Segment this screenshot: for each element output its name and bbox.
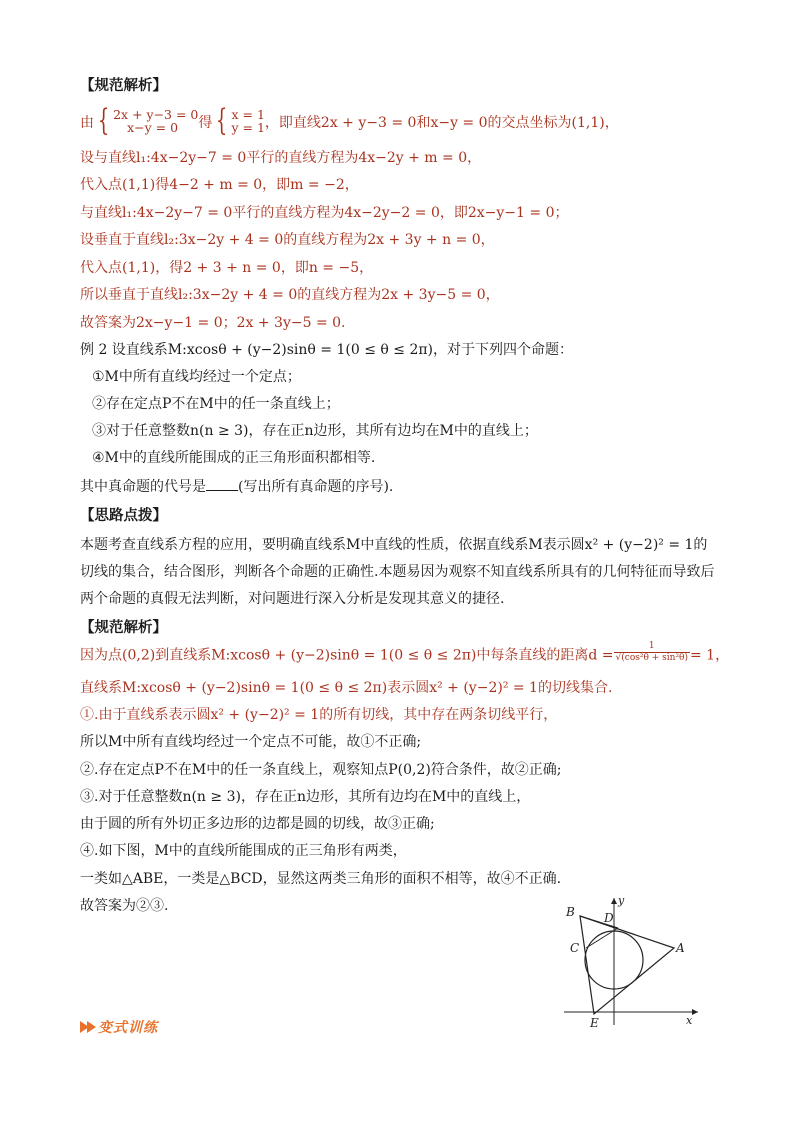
analysis-line-10: 故答案为②③. bbox=[80, 898, 169, 914]
proposition-4: ④M中的直线所能围成的正三角形面积都相等. bbox=[92, 450, 376, 466]
system-row: x = 1 bbox=[231, 107, 265, 122]
line-suffix: ，即直线2x + y−3 = 0和x−y = 0的交点坐标为(1,1)， bbox=[264, 115, 619, 131]
analysis-line-8: ④.如下图，M中的直线所能围成的正三角形有两类， bbox=[80, 843, 407, 859]
label-a: A bbox=[676, 941, 685, 955]
fraction-numerator: 1 bbox=[614, 641, 690, 653]
analysis-line-1 bbox=[80, 641, 730, 667]
system-row: 2x + y−3 = 0 bbox=[113, 107, 199, 122]
question-text: 其中真命题的代号是 bbox=[80, 479, 206, 495]
analysis-line-5: ②.存在定点P不在M中的任一条直线上，观察知点P(0,2)符合条件，故②正确; bbox=[80, 762, 562, 778]
x-axis-arrow bbox=[692, 1009, 698, 1015]
section-heading-analysis-2: 【规范解析】 bbox=[80, 619, 167, 636]
double-arrow-icon bbox=[80, 1021, 94, 1033]
example-question bbox=[80, 476, 393, 497]
equation-system-2: { x = 1 y = 1 bbox=[216, 103, 265, 138]
proposition-2: ②存在定点P不在M中的任一条直线上； bbox=[92, 396, 340, 412]
label-y: y bbox=[618, 894, 625, 907]
solution-line-8: 故答案为2x−y−1 = 0；2x + 3y−5 = 0. bbox=[80, 315, 346, 331]
label-b: B bbox=[566, 905, 575, 919]
analysis-line-3: ①.由于直线系表示圆x² + (y−2)² = 1的所有切线，其中存在两条切线平行， bbox=[80, 707, 558, 723]
proposition-1: ①M中所有直线均经过一个定点； bbox=[92, 369, 301, 385]
analysis-line-9: 一类如△ABE，一类是△BCD，显然这两类三角形的面积不相等，故④不正确. bbox=[80, 871, 562, 887]
tangent-line-cd bbox=[586, 928, 618, 948]
solution-line-1 bbox=[80, 103, 619, 138]
hint-paragraph: 本题考查直线系方程的应用，要明确直线系M中直线的性质，依据直线系M表示圆x² + (y−2)² = 1的切线的集合，结合图形，判断各个命题的正确性.本题易因为观察不知直线系所具有的几何特征而导致后两个命题的真假无法判断，对问题进行深入分析是发现其意义的捷径. bbox=[80, 537, 715, 607]
analysis-line-7: 由于圆的所有外切正多边形的边都是圆的切线，故③正确; bbox=[80, 816, 435, 832]
label-d: D bbox=[604, 911, 614, 925]
analysis-line-2: 直线系M:xcosθ + (y−2)sinθ = 1(0 ≤ θ ≤ 2π)表示圆x² + (y−2)² = 1的切线集合. bbox=[80, 680, 613, 696]
label-c: C bbox=[570, 941, 580, 955]
example-title: 例 2 设直线系M:xcosθ + (y−2)sinθ = 1(0 ≤ θ ≤ 2π)，对于下列四个命题： bbox=[80, 342, 574, 358]
variant-training-banner bbox=[80, 1016, 158, 1038]
banner-title: 变式训练 bbox=[98, 1020, 158, 1036]
section-heading-hint: 【思路点拨】 bbox=[80, 507, 167, 524]
tangent-triangle-figure bbox=[558, 890, 708, 1030]
analysis-line-4: 所以M中所有直线均经过一个定点不可能，故①不正确; bbox=[80, 734, 422, 750]
distance-fraction bbox=[614, 641, 690, 664]
label-e: E bbox=[590, 1016, 599, 1030]
solution-line-4: 与直线l₁:4x−2y−7 = 0平行的直线方程为4x−2y−2 = 0，即2x−y−1 = 0； bbox=[80, 205, 569, 221]
solution-line-7: 所以垂直于直线l₂:3x−2y + 4 = 0的直线方程为2x + 3y−5 = 0， bbox=[80, 287, 500, 303]
fraction-denominator: √(cos²θ + sin²θ) bbox=[615, 653, 688, 663]
proposition-3: ③对于任意整数n(n ≥ 3)，存在正n边形，其所有边均在M中的直线上； bbox=[92, 423, 538, 439]
label-x: x bbox=[686, 1014, 693, 1027]
question-text-end: (写出所有真命题的序号). bbox=[238, 479, 394, 495]
analysis-line-6: ③.对于任意整数n(n ≥ 3)，存在正n边形，其所有边均在M中的直线上， bbox=[80, 789, 531, 805]
answer-blank bbox=[206, 476, 238, 491]
solution-line-2: 设与直线l₁:4x−2y−7 = 0平行的直线方程为4x−2y + m = 0， bbox=[80, 150, 482, 166]
line-prefix: 由 bbox=[80, 115, 94, 131]
y-axis-arrow bbox=[611, 898, 617, 904]
solution-line-6: 代入点(1,1)，得2 + 3 + n = 0，即n = −5， bbox=[80, 260, 374, 276]
section-heading-analysis-1: 【规范解析】 bbox=[80, 77, 167, 94]
system-row: x−y = 0 bbox=[127, 120, 179, 135]
system-row: y = 1 bbox=[231, 120, 265, 135]
triangle-abe bbox=[580, 916, 674, 1014]
distance-text: 因为点(0,2)到直线系M:xcosθ + (y−2)sinθ = 1(0 ≤ θ ≤ 2π)中每条直线的距离d = bbox=[80, 647, 614, 664]
distance-result: = 1， bbox=[690, 647, 730, 664]
line-mid: 得 bbox=[198, 115, 213, 131]
solution-line-5: 设垂直于直线l₂:3x−2y + 4 = 0的直线方程为2x + 3y + n = 0， bbox=[80, 232, 495, 248]
solution-line-3: 代入点(1,1)得4−2 + m = 0，即m = −2， bbox=[80, 177, 359, 193]
equation-system-1: { 2x + y−3 = 0 x−y = 0 bbox=[97, 103, 199, 138]
